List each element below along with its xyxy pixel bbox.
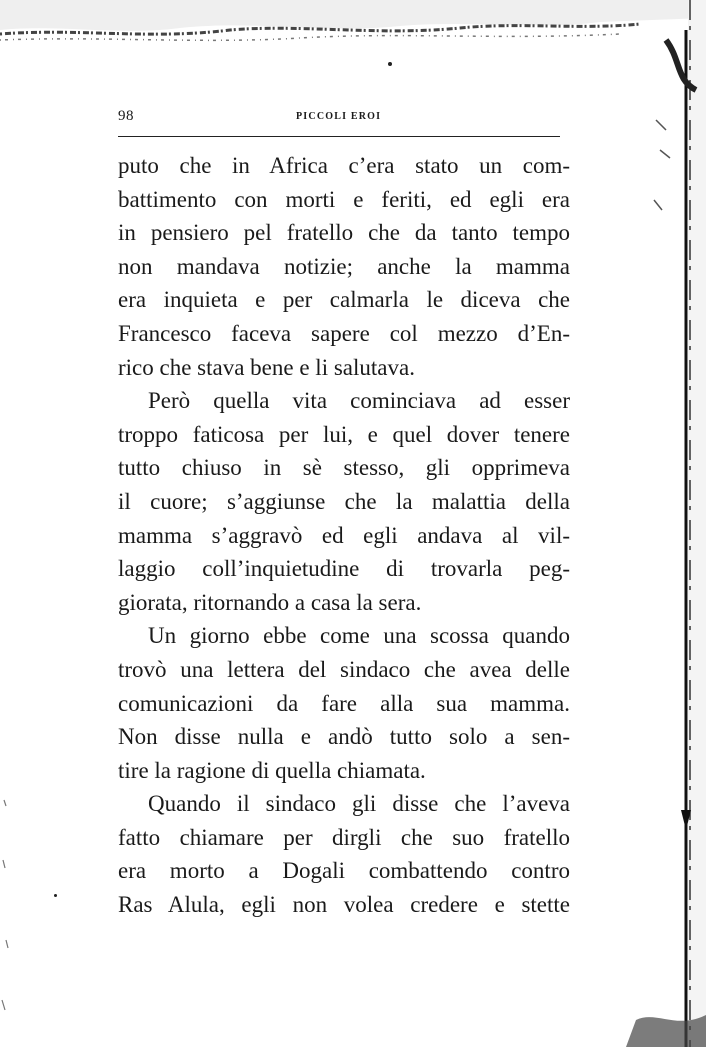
text-line: era morto a Dogali combattendo contro	[118, 858, 570, 884]
text-line: tire la ragione di quella chiamata.	[118, 757, 426, 783]
text-line: laggio coll’inquietudine di trovarla peg-	[118, 556, 570, 582]
running-title: PICCOLI EROI	[296, 111, 382, 122]
text-line: Ras Alula, egli non volea credere e stette	[118, 892, 570, 918]
scan-edge-top	[0, 0, 706, 50]
page-number: 98	[118, 108, 134, 124]
text-line: Francesco faceva sapere col mezzo d’En-	[118, 320, 570, 346]
text-line: Però quella vita cominciava ad esser	[148, 388, 570, 414]
text-line: il cuore; s’aggiunse che la malattia della	[118, 488, 570, 514]
text-line: comunicazioni da fare alla sua mamma.	[118, 690, 570, 716]
text-line: Un giorno ebbe come una scossa quando	[148, 623, 570, 649]
text-line: troppo faticosa per lui, e quel dover tenere	[118, 421, 570, 447]
text-line: battimento con morti e feriti, ed egli era	[118, 186, 570, 212]
text-line: in pensiero pel fratello che da tanto tempo	[118, 220, 570, 246]
text-line: era inquieta e per calmarla le diceva che	[118, 287, 570, 313]
text-line: tutto chiuso in sè stesso, gli opprimeva	[118, 455, 570, 481]
text-line: Quando il sindaco gli disse che l’aveva	[148, 791, 570, 817]
page-header	[118, 108, 560, 130]
ink-speck	[54, 894, 57, 897]
scan-edge-right	[626, 0, 706, 1047]
text-line: rico che stava bene e li salutava.	[118, 354, 415, 380]
text-line: non mandava notizie; anche la mamma	[118, 253, 570, 279]
header-rule	[118, 136, 560, 137]
text-line: giorata, ritornando a casa la sera.	[118, 589, 422, 615]
text-line: trovò una lettera del sindaco che avea delle	[118, 656, 570, 682]
body-text	[118, 149, 570, 922]
text-line: mamma s’aggravò ed egli andava al vil-	[118, 522, 570, 548]
text-line: fatto chiamare per dirgli che suo fratello	[118, 824, 570, 850]
scan-edge-left	[0, 0, 20, 1047]
text-line: Non disse nulla e andò tutto solo a sen-	[118, 724, 570, 750]
ink-speck	[388, 62, 392, 66]
text-line: puto che in Africa c’era stato un com-	[118, 153, 570, 178]
